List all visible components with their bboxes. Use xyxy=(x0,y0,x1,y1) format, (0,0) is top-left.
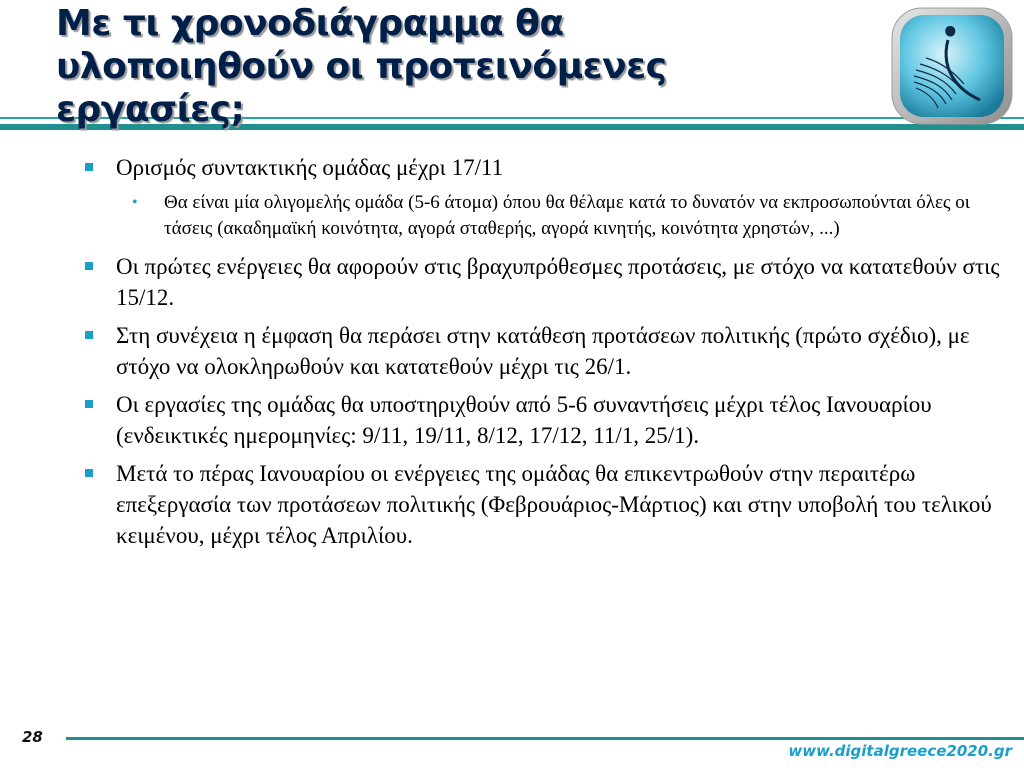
square-bullet-icon xyxy=(85,400,93,408)
list-item xyxy=(80,152,1000,183)
list-item xyxy=(80,389,1000,451)
list-item xyxy=(80,320,1000,382)
bullet-text: Οι πρώτες ενέργειες θα αφορούν στις βραχυπρόθεσμες προτάσεις, με στόχο να κατατεθούν στις 15/12. xyxy=(116,254,1000,310)
bullet-text: Ορισμός συντακτικής ομάδας μέχρι 17/11 xyxy=(116,155,504,180)
digital-greece-logo-icon xyxy=(888,4,1016,128)
sub-list-item xyxy=(80,190,1000,242)
title-line: Με τι χρονοδιάγραμμα θα xyxy=(56,3,564,44)
list-item xyxy=(80,251,1000,313)
footer-link[interactable]: www.digitalgreece2020.gr xyxy=(788,742,1012,760)
footer-rule xyxy=(66,737,1024,740)
square-bullet-icon xyxy=(85,469,93,477)
sub-bullet-text: Θα είναι μία ολιγομελής ομάδα (5-6 άτομα) όπου θα θέλαμε κατά το δυνατόν να εκπροσωπούνται όλες οι τάσεις (ακαδημαϊκή κοινότητα, αγορά σταθερής, αγορά κινητής, κοινότητα χρηστών, ...) xyxy=(164,192,970,239)
slide-title xyxy=(56,2,876,131)
bullet-text: Μετά το πέρας Ιανουαρίου οι ενέργειες της ομάδας θα επικεντρωθούν στην περαιτέρω επεξεργασία των προτάσεων πολιτικής (Φεβρουάριος-Μάρτιος) και στην υποβολή του τελικού κειμένου, μέχρι τέλος Απριλίου. xyxy=(116,461,992,548)
bullet-list xyxy=(80,152,1000,558)
title-line: υλοποιηθούν οι προτεινόμενες xyxy=(56,46,667,87)
square-bullet-icon xyxy=(85,262,93,270)
dot-bullet-icon: • xyxy=(132,194,138,211)
title-line: εργασίες; xyxy=(56,89,245,130)
page-number: 28 xyxy=(22,728,43,746)
bullet-text: Στη συνέχεια η έμφαση θα περάσει στην κατάθεση προτάσεων πολιτικής (πρώτο σχέδιο), με στόχο να ολοκληρωθούν και κατατεθούν μέχρι τις 26/1. xyxy=(116,323,970,379)
square-bullet-icon xyxy=(85,163,93,171)
square-bullet-icon xyxy=(85,331,93,339)
bullet-text: Οι εργασίες της ομάδας θα υποστηριχθούν από 5-6 συναντήσεις μέχρι τέλος Ιανουαρίου (ενδεικτικές ημερομηνίες: 9/11, 19/11, 8/12, 17/12, 11/1, 25/1). xyxy=(116,392,932,448)
list-item xyxy=(80,458,1000,551)
